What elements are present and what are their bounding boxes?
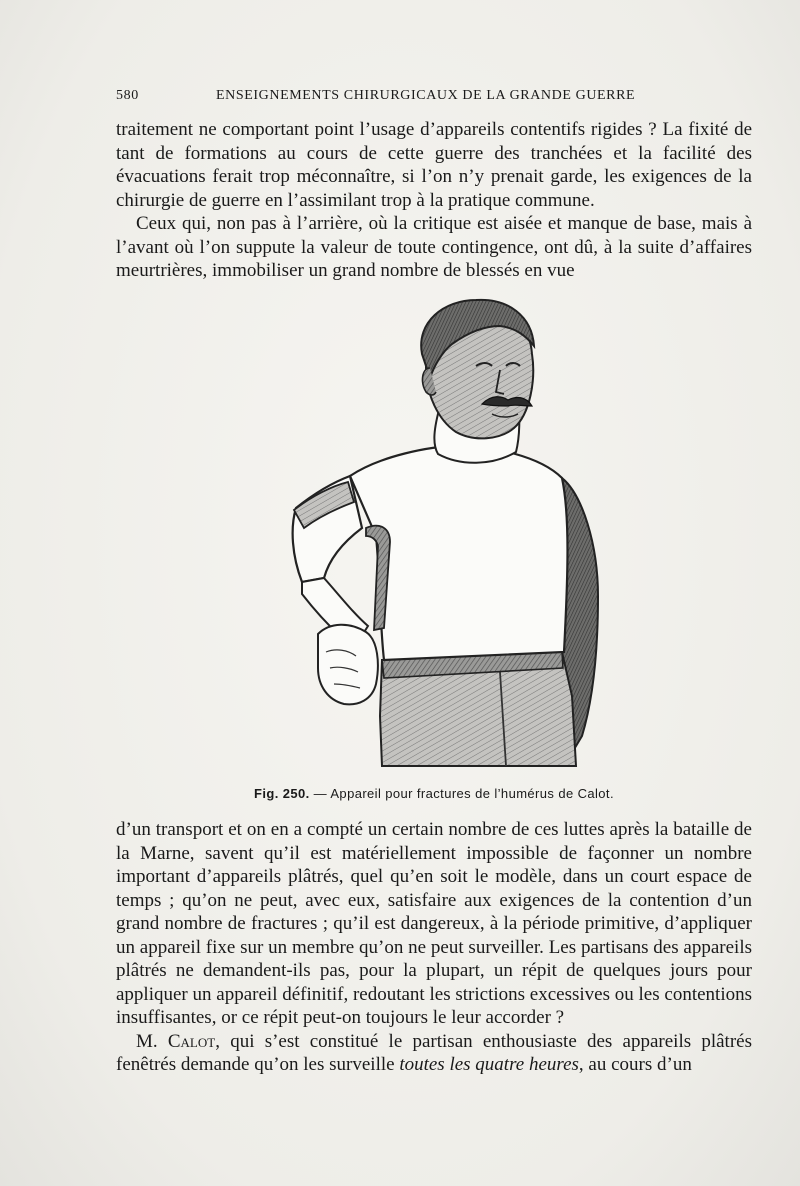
paragraph: Ceux qui, non pas à l’arrière, où la critique est aisée et manque de base, mais à l’avant où l’on suppute la valeur de toute contingence, ont dû, à la suite d’affaires meurtrières, immobiliser un grand nombre de blessés en vue (116, 213, 752, 281)
figure-caption-text: — Appareil pour fractures de l’humérus de Calot. (313, 786, 614, 801)
figure-label: Fig. 250. (254, 786, 310, 801)
soldier-arm-apparatus-drawing (230, 296, 630, 776)
paragraph: traitement ne comportant point l’usage d’appareils contentifs rigides ? La fixité de tant de formations au cours de cette guerre des tranchées et la facilité des évacuations ferait trop méconnaître, si l’on n’y prenait garde, les exigences de la chirurgie de guerre en l’assimilant trop à la pratique commune. (116, 119, 752, 211)
page-number: 580 (116, 88, 139, 103)
prefix-text: M. (136, 1030, 168, 1052)
emphasis-text: toutes les quatre heures (399, 1054, 579, 1075)
paragraph: d’un transport et on en a compté un certain nombre de ces luttes après la bataille de la Marne, savent qu’il est matériellement impossible de façonner un nombre important d’appareils plâtrés, quel qu’en soit le modèle, dans un court espace de temps ; qu’on ne peut, avec eux, satisfaire aux exigences de la contention d’un grand nombre de fractures ; qu’il est dangereux, à la période primitive, d’appliquer un appareil fixe sur un membre qu’on ne peut surveiller. Les partisans des appareils plâtrés ne demandent-ils pas, pour la plupart, un répit de quelques jours pour appliquer un appareil définitif, redoutant les strictions excessives ou les contentions insuffisantes, or ce répit peut-on toujours le leur accorder ? (116, 819, 752, 1028)
middle-text: , qui s’est constitué le partisan enthousiaste des appareils plâtrés fenêtrés demande qu’on les surveille (116, 1030, 752, 1075)
body-text-top (116, 118, 752, 283)
suffix-text: , au cours d’un (578, 1054, 692, 1075)
figure-illustration (230, 296, 630, 776)
paragraph-last (116, 1030, 752, 1077)
author-name: Calot (167, 1030, 216, 1052)
figure-caption (116, 786, 752, 801)
page-header (116, 88, 748, 110)
body-text-bottom (116, 818, 752, 1077)
running-title: ENSEIGNEMENTS CHIRURGICAUX DE LA GRANDE GUERRE (216, 88, 636, 103)
